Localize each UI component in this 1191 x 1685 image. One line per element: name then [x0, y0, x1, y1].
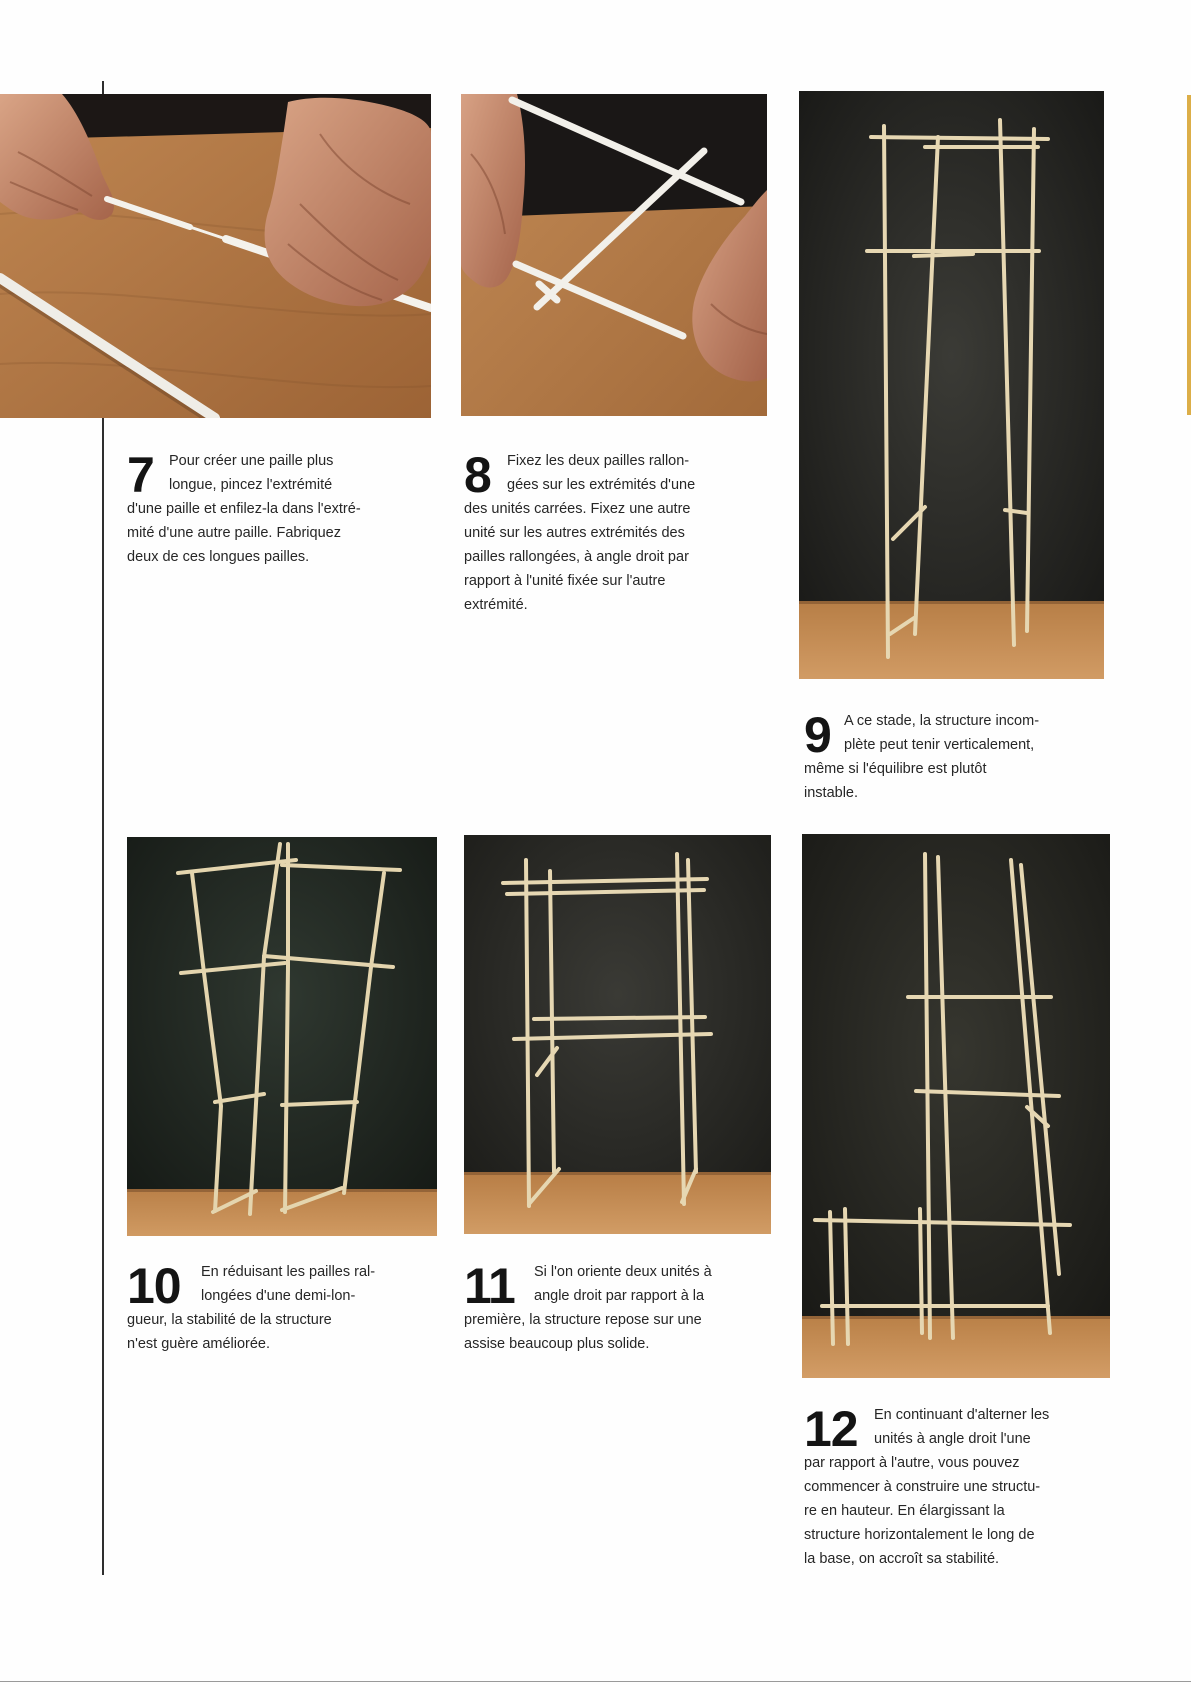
step-text-line: assise beaucoup plus solide.: [464, 1336, 650, 1352]
wooden-table: [127, 1189, 437, 1236]
step-text-line: longées d'une demi-lon-: [201, 1288, 356, 1304]
step-9-block: [804, 709, 1039, 805]
step-text-line: instable.: [804, 785, 859, 801]
photo-step-8: [461, 94, 767, 416]
step-text-line: A ce stade, la structure incom-: [844, 713, 1040, 729]
step-text-line: angle droit par rapport à la: [534, 1288, 705, 1304]
page-bottom-edge: [0, 1681, 1191, 1682]
step-text-line: première, la structure repose sur une: [464, 1312, 702, 1328]
step-text-line: pailles rallongées, à angle droit par: [464, 549, 689, 565]
step-text-line: re en hauteur. En élargissant la: [804, 1503, 1005, 1519]
step-text-line: plète peut tenir verticalement,: [844, 737, 1035, 753]
photo-step-7: [0, 94, 431, 418]
photo-step-12-image: [802, 834, 1110, 1378]
straw: [534, 1017, 705, 1019]
table-edge: [464, 1172, 771, 1175]
step-text-line: structure horizontalement le long de: [804, 1527, 1035, 1543]
step-text-line: rapport à l'unité fixée sur l'autre: [464, 573, 666, 589]
adjacent-page-edge: [1187, 95, 1191, 415]
step-text-line: Fixez les deux pailles rallon-: [507, 453, 690, 469]
step-number: 8: [464, 447, 491, 503]
step-text-line: d'une paille et enfilez-la dans l'extré-: [127, 501, 361, 517]
step-text-line: deux de ces longues pailles.: [127, 549, 310, 565]
step-text-line: longue, pincez l'extrémité: [169, 477, 333, 493]
step-number: 9: [804, 707, 831, 763]
straw: [920, 1209, 922, 1333]
dark-background: [799, 91, 1104, 679]
step-text-line: gées sur les extrémités d'une: [507, 477, 696, 493]
table-edge: [799, 601, 1104, 604]
step-text-line: mité d'une autre paille. Fabriquez: [127, 525, 341, 541]
photo-step-8-image: [461, 94, 767, 416]
step-text-line: unités à angle droit l'une: [874, 1431, 1031, 1447]
photo-step-10: [127, 837, 437, 1236]
photo-step-9: [799, 91, 1104, 679]
straw: [871, 137, 1048, 139]
step-7-block: [127, 449, 361, 569]
wooden-table: [799, 601, 1104, 679]
step-number: 12: [804, 1401, 858, 1457]
step-text-line: unité sur les autres extrémités des: [464, 525, 685, 541]
step-10-block: [127, 1260, 375, 1356]
step-number: 7: [127, 447, 154, 503]
step-text-line: extrémité.: [464, 597, 528, 613]
step-12-block: [804, 1403, 1049, 1571]
photo-step-7-image: [0, 94, 431, 418]
photo-step-11-image: [464, 835, 771, 1234]
table-edge: [127, 1189, 437, 1192]
step-number: 10: [127, 1258, 181, 1314]
step-text-line: Si l'on oriente deux unités à: [534, 1264, 712, 1280]
step-text-line: n'est guère améliorée.: [127, 1336, 271, 1352]
step-8-block: [464, 449, 695, 617]
step-text-line: même si l'équilibre est plutôt: [804, 761, 987, 777]
step-text-line: Pour créer une paille plus: [169, 453, 334, 469]
photo-step-11: [464, 835, 771, 1234]
straw: [914, 254, 973, 256]
step-number: 11: [464, 1258, 515, 1314]
step-text-line: En réduisant les pailles ral-: [201, 1264, 376, 1280]
photo-step-9-image: [799, 91, 1104, 679]
step-text-line: gueur, la stabilité de la structure: [127, 1312, 332, 1328]
step-text-line: la base, on accroît sa stabilité.: [804, 1551, 1000, 1567]
wooden-table: [464, 1172, 771, 1234]
dark-background: [127, 837, 437, 1236]
step-text-line: par rapport à l'autre, vous pouvez: [804, 1455, 1020, 1471]
step-text-line: commencer à construire une structu-: [804, 1479, 1041, 1495]
photo-step-12: [802, 834, 1110, 1378]
step-text-line: En continuant d'alterner les: [874, 1407, 1050, 1423]
step-11-block: [464, 1260, 712, 1356]
photo-step-10-image: [127, 837, 437, 1236]
step-text-line: des unités carrées. Fixez une autre: [464, 501, 691, 517]
